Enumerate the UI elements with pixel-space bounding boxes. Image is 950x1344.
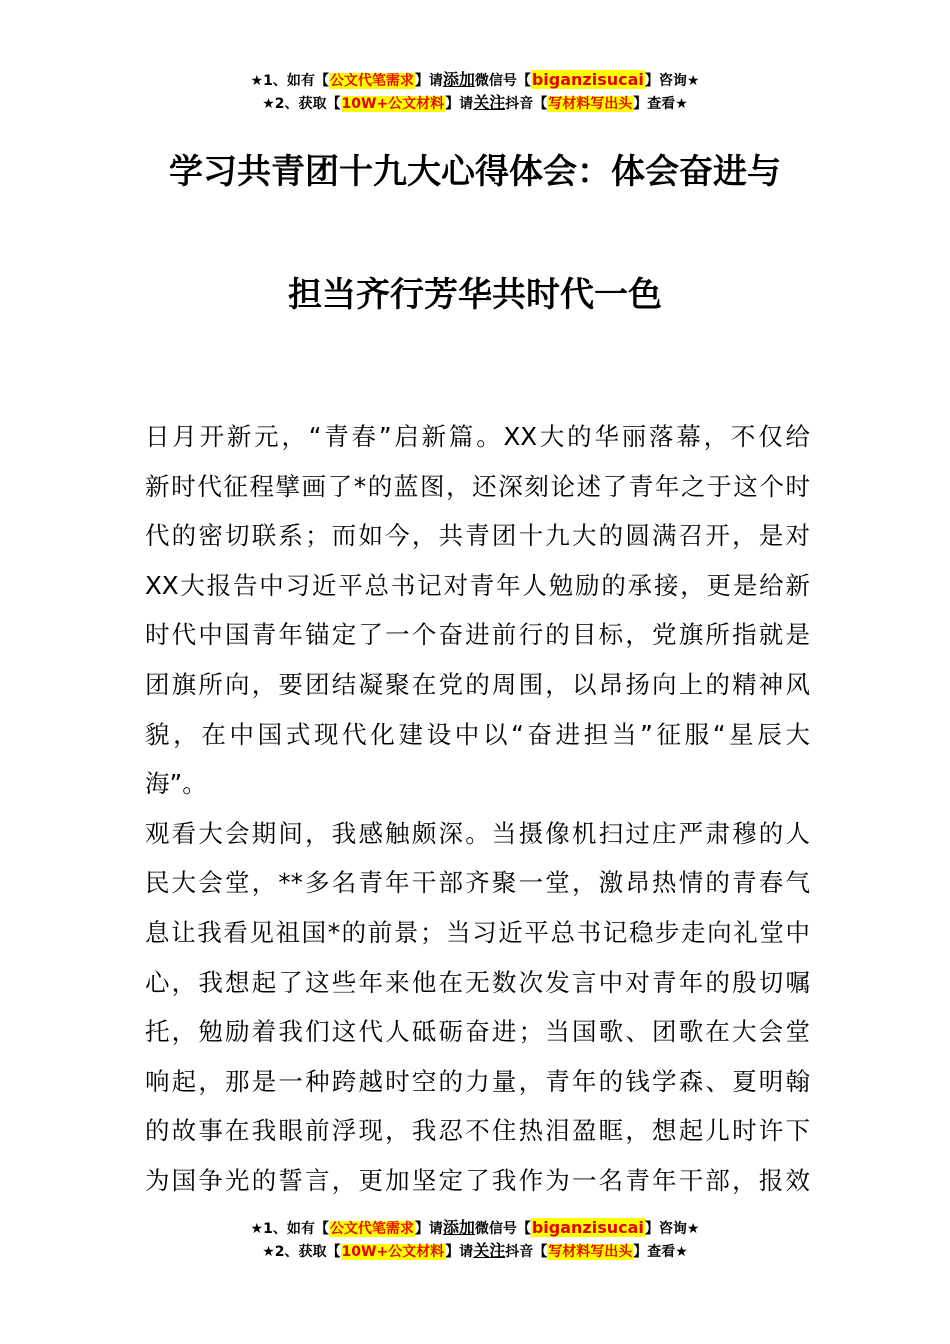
banner-text: 】咨询★ (644, 73, 700, 89)
banner-text: ★1、如有【 (250, 73, 329, 89)
banner-highlight: 写材料写出头 (548, 96, 633, 112)
banner-line-2 (0, 92, 950, 115)
body-line: 新时代征程擘画了*的蓝图，还深刻论述了青年之于这个时 (145, 471, 810, 501)
banner-highlight: 写材料写出头 (548, 1244, 633, 1260)
bottom-banner (0, 1217, 950, 1263)
banner-line-2 (0, 1240, 950, 1263)
body-line: 时代中国青年锚定了一个奋进前行的目标，党旗所指就是 (145, 620, 810, 650)
banner-text: 】请 (414, 73, 443, 89)
body-line: 日月开新元，“青春”启新篇。XX大的华丽落幕，不仅给 (145, 422, 810, 451)
document-title-line-2: 担当齐行芳华共时代一色 (288, 275, 662, 315)
banner-highlight: 公文代笔需求 (329, 1221, 414, 1237)
body-line: 息让我看见祖国*的前景；当习近平总书记稳步走向礼堂中 (145, 917, 810, 947)
banner-underline: 添加 (442, 1218, 475, 1237)
banner-text: 】查看★ (633, 96, 688, 112)
banner-text: 】请 (445, 96, 474, 112)
banner-text: 】请 (414, 1221, 443, 1237)
body-line: XX大报告中习近平总书记对青年人勉励的承接，更是给新 (145, 570, 810, 600)
body-line: 貌，在中国式现代化建设中以“奋进担当”征服“星辰大 (145, 719, 810, 749)
body-line: 海”。 (145, 769, 207, 799)
banner-text: ★2、获取【 (262, 96, 341, 112)
banner-text: 抖音【 (505, 96, 548, 112)
document-title-line-1: 学习共青团十九大心得体会：体会奋进与 (169, 152, 781, 192)
banner-text: 】查看★ (633, 1244, 688, 1260)
banner-underline: 添加 (442, 70, 475, 89)
banner-text: 微信号【 (474, 73, 531, 89)
document-body (145, 412, 810, 1206)
banner-underline: 关注 (473, 93, 506, 112)
banner-text: 微信号【 (474, 1221, 531, 1237)
banner-text: 】请 (445, 1244, 474, 1260)
body-line: 响起，那是一种跨越时空的力量，青年的钱学森、夏明翰 (145, 1066, 810, 1096)
body-line: 民大会堂，**多名青年干部齐聚一堂，激昂热情的青春气 (145, 868, 810, 898)
banner-wechat-id: biganzisucai (531, 1218, 644, 1237)
banner-wechat-id: biganzisucai (531, 70, 644, 89)
body-line: 观看大会期间，我感触颇深。当摄像机扫过庄严肃穆的人 (145, 818, 810, 848)
banner-underline: 关注 (473, 1241, 506, 1260)
banner-text: 】咨询★ (644, 1221, 700, 1237)
body-line: 为国争光的誓言，更加坚定了我作为一名青年干部，报效 (145, 1165, 810, 1195)
body-line: 的故事在我眼前浮现，我忍不住热泪盈眶，想起儿时许下 (145, 1116, 810, 1146)
top-banner (0, 69, 950, 115)
body-line: 代的密切联系；而如今，共青团十九大的圆满召开，是对 (145, 521, 810, 551)
banner-text: 抖音【 (505, 1244, 548, 1260)
banner-highlight: 10W+公文材料 (341, 96, 445, 112)
body-line: 团旗所向，要团结凝聚在党的周围，以昂扬向上的精神风 (145, 669, 810, 699)
banner-highlight: 10W+公文材料 (341, 1244, 445, 1260)
banner-text: ★1、如有【 (250, 1221, 329, 1237)
banner-highlight: 公文代笔需求 (329, 73, 414, 89)
banner-text: ★2、获取【 (262, 1244, 341, 1260)
banner-line-1 (0, 69, 950, 92)
banner-line-1 (0, 1217, 950, 1240)
body-line: 心，我想起了这些年来他在无数次发言中对青年的殷切嘱 (145, 967, 810, 997)
body-line: 托，勉励着我们这代人砥砺奋进；当国歌、团歌在大会堂 (145, 1017, 810, 1047)
